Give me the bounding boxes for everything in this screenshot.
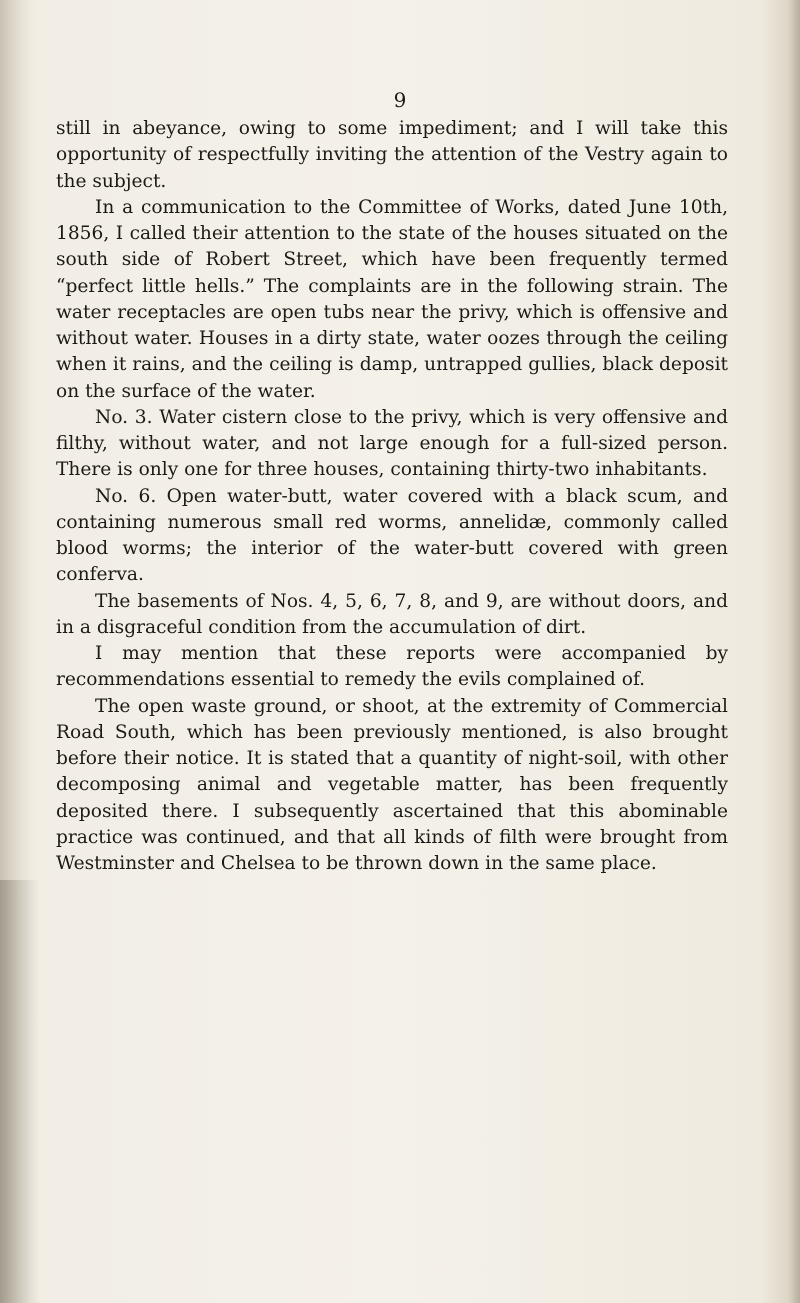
paragraph-recommendations: I may mention that these reports were accompanied by recommendations essential to remedy the evils complained of. bbox=[56, 643, 728, 691]
paragraph-continuation: still in abeyance, owing to some impediment; and I will take this opportunity of respectfully inviting the attention of the Vestry again to the subject. bbox=[56, 118, 728, 192]
paragraph-no-3: No. 3. Water cistern close to the privy, which is very offensive and filthy, without water, and not large enough for a full-sized person. There is only one for three houses, containing thirty-two inhabitants. bbox=[56, 406, 728, 481]
paragraph-waste-ground: The open waste ground, or shoot, at the extremity of Commercial Road South, which has been previously mentioned, is also brought before their notice. It is stated that a quantity of night-soil, with other decomposing animal and vegetable matter, has been frequently deposited there. I subsequently ascertained that this abominable practice was continued, and that all kinds of filth were brought from Westminster and Chelsea to be thrown down in the same place. bbox=[56, 695, 728, 874]
body-text bbox=[56, 116, 728, 877]
page-number: 9 bbox=[393, 88, 407, 112]
paragraph-committee-communication: In a communication to the Committee of Works, dated June 10th, 1856, I called their attention to the state of the houses situated on the south side of Robert Street, which have been frequently termed “perfect little hells.” The complaints are in the following strain. The water receptacles are open tubs near the privy, which is offensive and without water. Houses in a dirty state, water oozes through the ceiling when it rains, and the ceiling is damp, untrapped gullies, black deposit on the surface of the water. bbox=[56, 196, 728, 402]
page-edge bbox=[788, 0, 800, 1303]
binding-shadow-lower bbox=[0, 880, 40, 1303]
paragraph-no-6: No. 6. Open water-butt, water covered with a black scum, and containing numerous small red worms, annelidæ, commonly called blood worms; the interior of the water-butt covered with green conferva. bbox=[56, 485, 728, 586]
paragraph-basements: The basements of Nos. 4, 5, 6, 7, 8, and 9, are without doors, and in a disgraceful condition from the accumulation of dirt. bbox=[56, 590, 728, 638]
